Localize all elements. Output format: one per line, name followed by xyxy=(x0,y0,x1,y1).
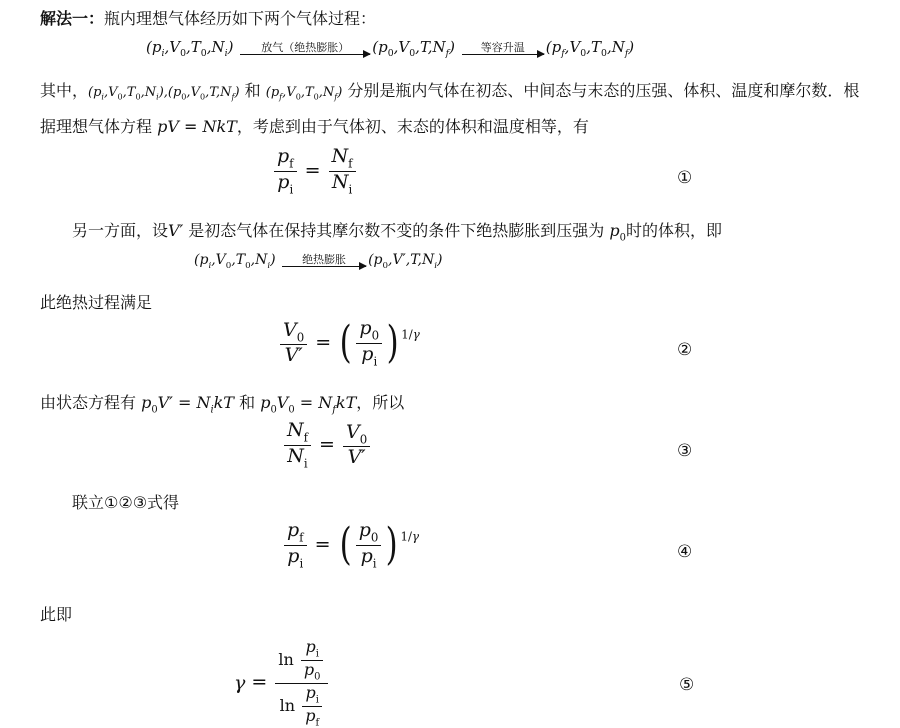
paragraph-state-equation: 由状态方程有 $p_0V' = N_ikT$ 和 $p_0V_0 = N_fkT$，所以 xyxy=(40,393,405,416)
text-adiabatic-expansion: 是初态气体在保持其摩尔数不变的条件下绝热膨胀到压强为 xyxy=(188,221,605,240)
intro-text: 瓶内理想气体经历如下两个气体过程： xyxy=(104,9,377,28)
text-from-state-eq: 由状态方程有 xyxy=(40,393,137,412)
paragraph-ideal-gas: 据理想气体方程 pV = NkT，考虑到由于气体初、末态的体积和温度相等，有 xyxy=(40,117,589,136)
equation-number-1: ① xyxy=(677,168,693,188)
text-and-2: 和 xyxy=(239,393,256,412)
arrow-label-1: 放气（绝热膨胀） xyxy=(261,40,350,54)
text-ideal-gas-eq: 据理想气体方程 xyxy=(40,117,153,136)
process-arrow-3 xyxy=(282,254,366,267)
text-therefore: ，所以 xyxy=(356,393,405,412)
arrow-label-3: 绝热膨胀 xyxy=(302,252,347,266)
text-qizhong: 其中， xyxy=(40,81,89,100)
adiabatic-chain-equation: $(p_i,V_0,T_0,N_i)$ 绝热膨胀 $(p_0,V',T,N_i)$ xyxy=(194,252,443,271)
text-considering: ，考虑到由于气体初、末态的体积和温度相等，有 xyxy=(236,117,589,136)
paragraph-states: 其中，$(p_i,V_0,T_0,N_i),(p_0,V_0,T,N_f)$ 和 $(p_f,V_0,T_0,N_f)$ 分别是瓶内气体在初态、中间态与末态的压强、体积、温度和摩尔数．根 xyxy=(40,81,860,102)
text-another-side: 另一方面，设 xyxy=(72,221,169,240)
solution-heading: 解法一： xyxy=(40,9,105,28)
paragraph-that-is: 此即 xyxy=(40,605,73,624)
text-and: 和 xyxy=(244,81,261,100)
equation-3: $\frac{N_f}{N_i}$ = $\frac{V_0}{V'}$ xyxy=(282,420,372,471)
equation-4: $\frac{p_f}{p_i}$ = ( $\frac{p_0}{p_i}$ ) $^{1/\gamma}$ xyxy=(282,520,419,571)
text-volume-ie: 时的体积，即 xyxy=(625,221,722,240)
paragraph-combine: 联立①②③式得 xyxy=(72,493,180,512)
process-chain-equation: $(p_i,V_0,T_0,N_i)$ 放气（绝热膨胀） $(p_0,V_0,T,N_f)$ 等容升温 $(p_f,V_0,T_0,N_f)$ xyxy=(146,38,635,60)
equation-2: $\frac{V_0}{V'}$ = ( $\frac{p_0}{p_i}$ ) $^{1/\gamma}$ xyxy=(278,318,420,369)
arrow-label-2: 等容升温 xyxy=(480,40,525,54)
process-arrow-1 xyxy=(240,42,370,55)
equation-number-4: ④ xyxy=(677,542,693,562)
text-states-description: 分别是瓶内气体在初态、中间态与末态的压强、体积、温度和摩尔数．根 xyxy=(347,81,860,100)
paragraph-adiabatic: 另一方面，设V′ 是初态气体在保持其摩尔数不变的条件下绝热膨胀到压强为 $p_0$时的体积，即 xyxy=(72,221,722,244)
equation-number-3: ③ xyxy=(677,441,693,461)
equation-number-2: ② xyxy=(677,340,693,360)
equation-1: $\frac{p_f}{p_i}$ = $\frac{N_f}{N_i}$ xyxy=(272,146,358,197)
equation-number-5: ⑤ xyxy=(679,675,695,695)
process-arrow-2 xyxy=(462,42,544,55)
equation-5: γ = ln $\frac{p_i}{p_0}$ ln $\frac{p_i}{p_f}$ xyxy=(234,638,330,728)
intro-line xyxy=(40,6,376,29)
paragraph-satisfies: 此绝热过程满足 xyxy=(40,293,153,312)
